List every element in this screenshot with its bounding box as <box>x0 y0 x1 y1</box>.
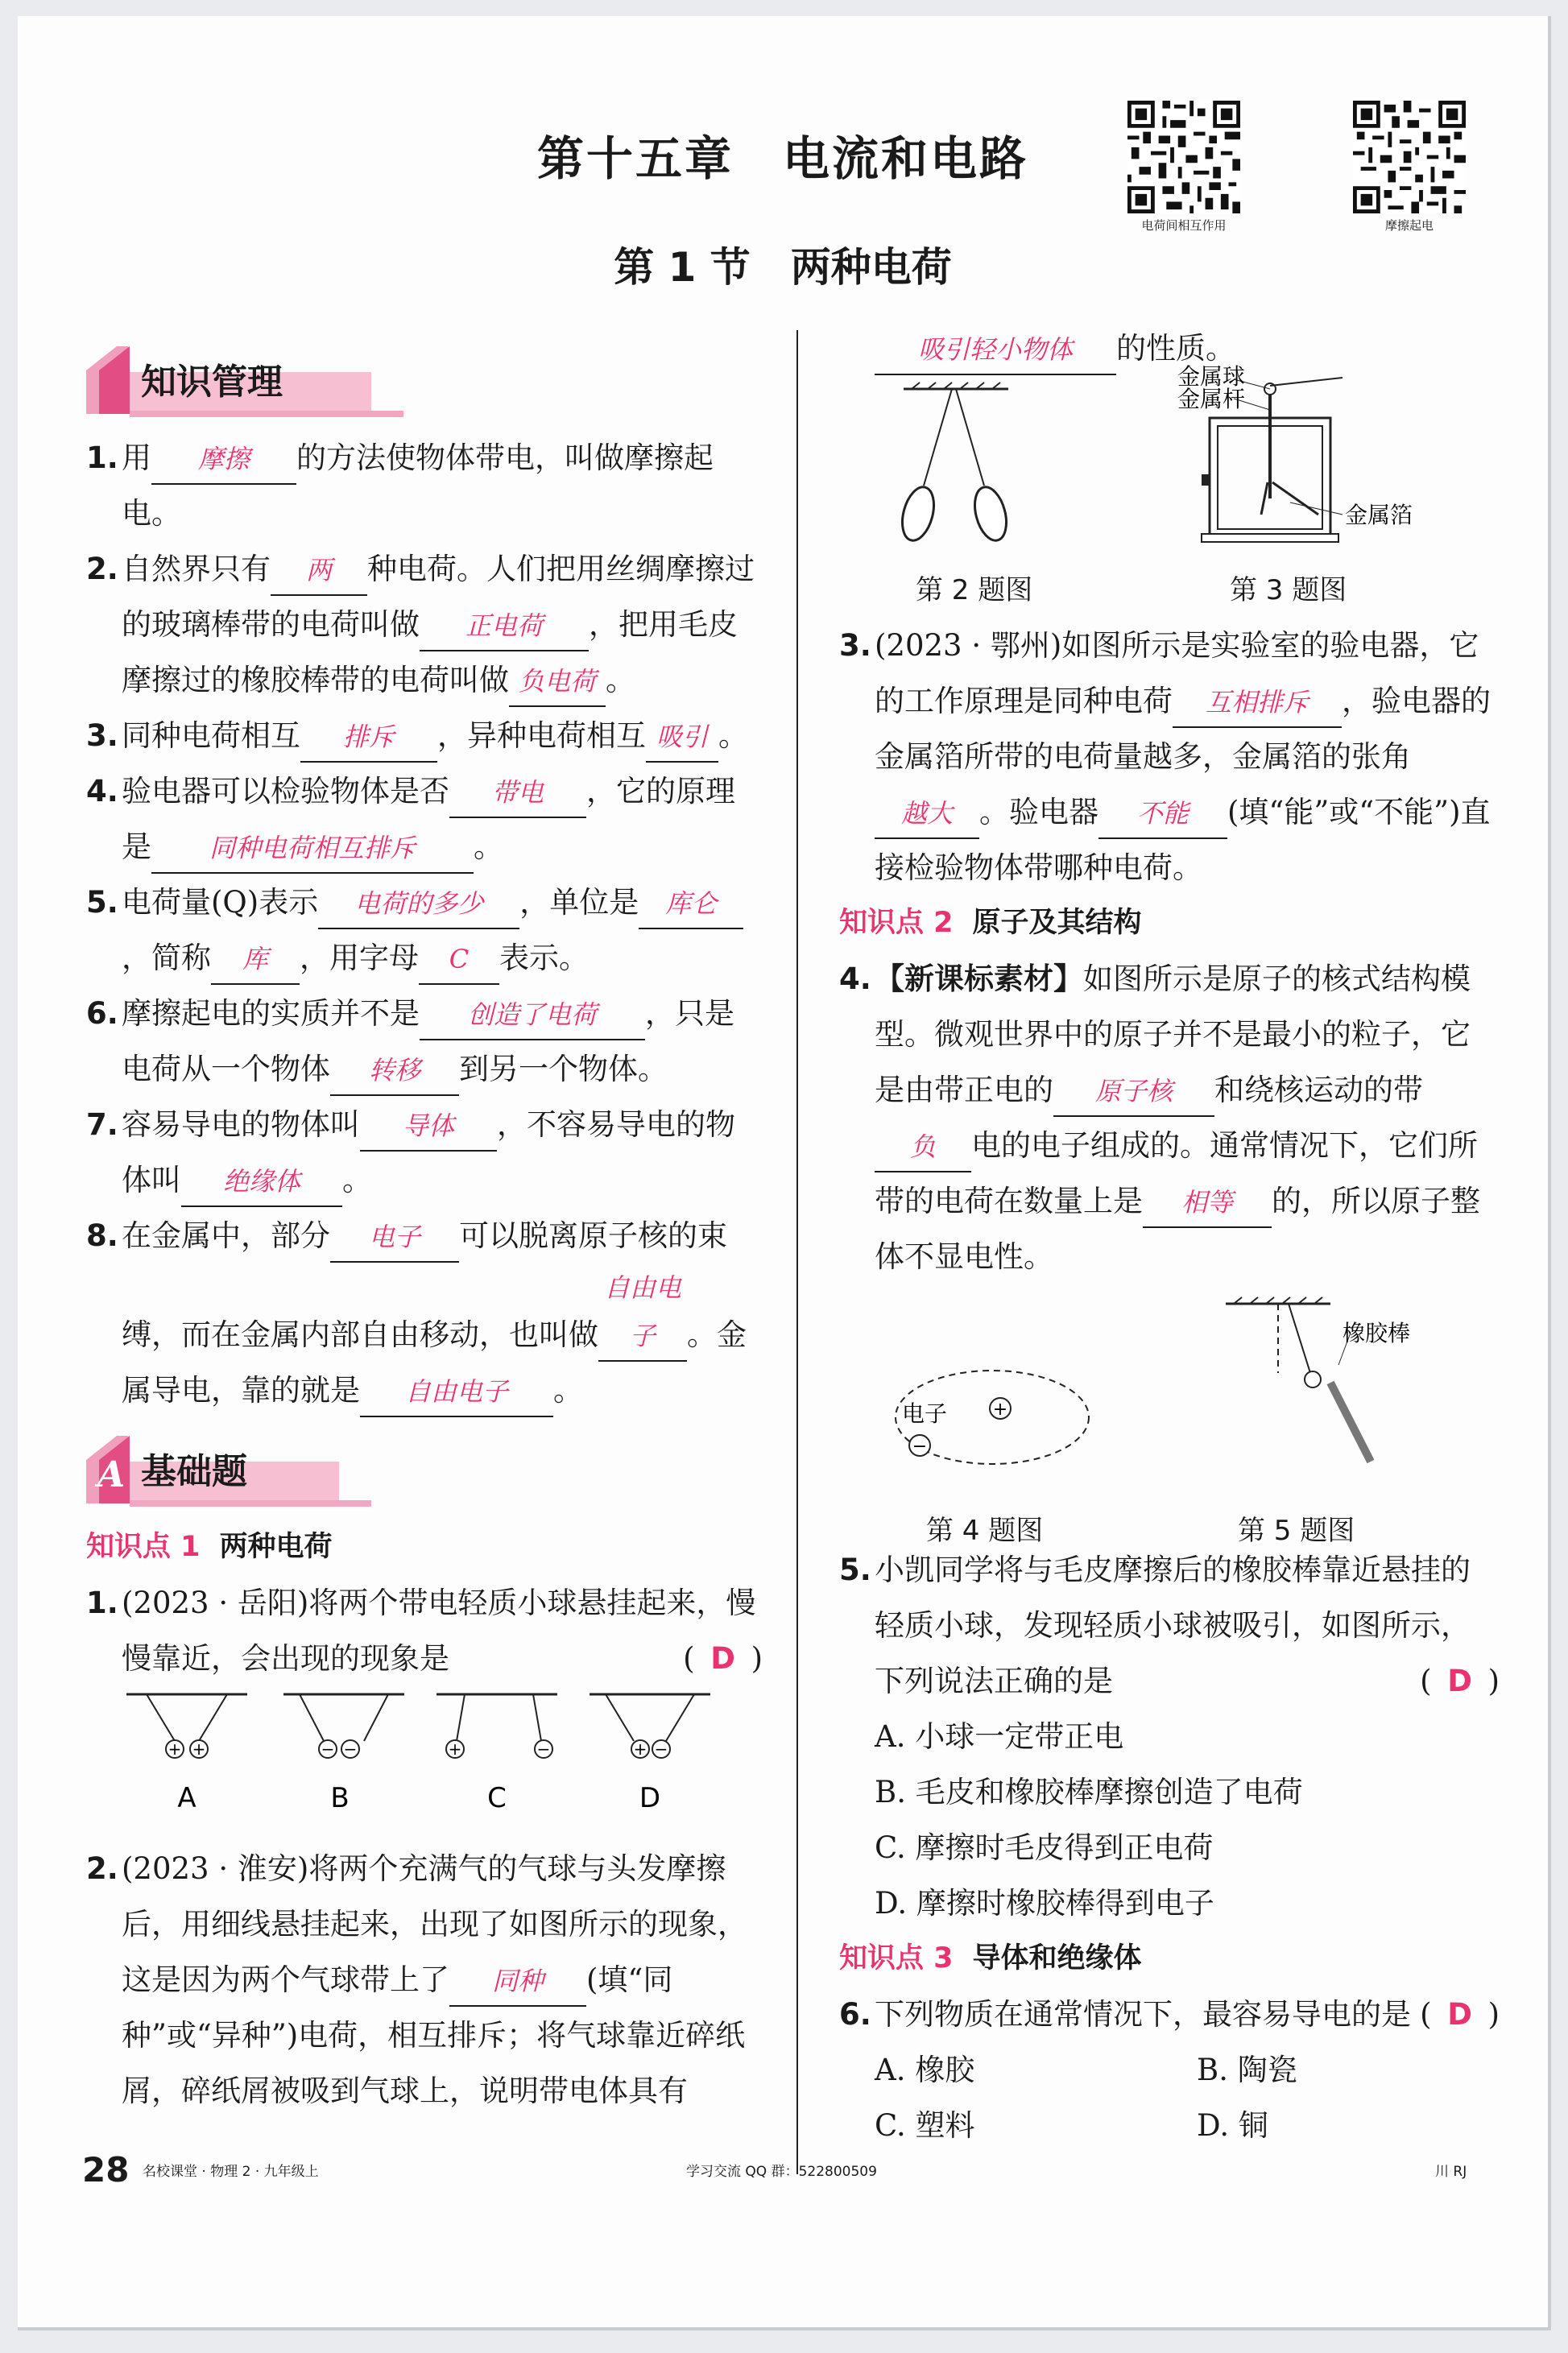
answer-blank: 相等 <box>1143 1178 1272 1228</box>
option-d-diagram <box>590 1694 710 1814</box>
qr-caption: 摩擦起电 <box>1384 218 1434 233</box>
qr-caption: 电荷间相互作用 <box>1141 218 1227 233</box>
question-1-figure <box>86 1686 763 1823</box>
answer-blank: 负电荷 <box>509 657 606 707</box>
answer-blank: 导体 <box>360 1102 497 1152</box>
figures-2-3 <box>839 363 1500 618</box>
svg-text:+: + <box>633 1739 647 1759</box>
knowledge-item: 8. 在金属中，部分 电子 可以脱离原子核的束缚，而在金属内部自由移动，也叫做自由电子 。金属导电，靠的就是 自由电子 。 <box>86 1208 763 1418</box>
figures-4-5 <box>839 1284 1500 1547</box>
basic-banner <box>70 1429 763 1520</box>
option: D. 铜 <box>1197 2108 1268 2143</box>
knowledge-item: 6. 摩擦起电的实质并不是 创造了电荷 ，只是电荷从一个物体 转移 到另一个物体。 <box>86 986 763 1097</box>
answer-choice: D <box>1447 1997 1472 2032</box>
figure-3-caption: 第 3 题图 <box>1230 574 1347 606</box>
answer-blank: 自由电子 <box>360 1367 553 1417</box>
answer-blank: 互相排斥 <box>1173 678 1342 728</box>
atom-model-figure <box>887 1365 1097 1494</box>
svg-text:金属箔: 金属箔 <box>1345 502 1413 528</box>
knowledge-banner <box>70 340 763 430</box>
option: B. 毛皮和橡胶棒摩擦创造了电荷 <box>875 1775 1303 1809</box>
figure-5-caption: 第 5 题图 <box>1238 1515 1355 1547</box>
options-row <box>839 2098 1500 2153</box>
answer-blank: 正电荷 <box>420 602 589 651</box>
footer-qq: 学习交流 QQ 群：522800509 <box>686 2164 877 2180</box>
answer-blank: 电荷的多少 <box>318 879 519 929</box>
answer-blank: 同种电荷相互排斥 <box>151 824 474 874</box>
answer-choice: D <box>710 1641 735 1676</box>
question-2-continued: 吸引轻小物体 的性质。 <box>839 320 1500 376</box>
knowledge-point-3: 知识点 3 导体和绝缘体 <box>839 1942 1142 1975</box>
knowledge-point-1: 知识点 1 两种电荷 <box>86 1531 333 1563</box>
answer-blank: 电子 <box>330 1213 459 1263</box>
answer-blank: 两 <box>271 546 367 596</box>
option-label: A <box>177 1782 197 1814</box>
question-3: 3. (2023 · 鄂州)如图所示是实验室的验电器，它的工作原理是同种电荷 互相排斥 ，验电器的金属箔所带的电荷量越多，金属箔的张角越大 。验电器 不能 (填“能”或“不能”)直接检验物体带哪种电荷。 <box>839 628 1491 885</box>
electroscope-figure <box>1177 362 1435 555</box>
basic-banner-letter: A <box>97 1454 126 1495</box>
question-2: 2. (2023 · 淮安)将两个充满气的气球与头发摩擦后，用细线悬挂起来，出现了如图所示的现象，这是因为两个气球带上了 同种 (填“同种”或“异种”)电荷，相互排斥；将气球靠近碎纸屑，碎纸屑被吸到气球上，说明带电体具有 <box>86 1851 747 2108</box>
chapter-title: 第十五章 电流和电路 <box>536 131 1028 186</box>
option: A. 小球一定带正电 <box>875 1719 1124 1754</box>
question-5: 5. 小凯同学将与毛皮摩擦后的橡胶棒靠近悬挂的轻质小球，发现轻质小球被吸引，如图所示，下列说法正确的是 ( D ) <box>839 1542 1500 1709</box>
page-number: 28 <box>82 2150 130 2190</box>
question-1: 1. (2023 · 岳阳)将两个带电轻质小球悬挂起来，慢慢靠近，会出现的现象是 ( D ) <box>86 1575 763 1686</box>
answer-blank: 转移 <box>330 1046 459 1096</box>
answer-blank: 越大 <box>875 789 979 839</box>
answer-blank: 带电 <box>449 768 586 818</box>
footer-book: 名校课堂 · 物理 2 · 九年级上 <box>143 2164 319 2180</box>
answer-blank: 摩擦 <box>151 435 296 485</box>
svg-text:金属杆: 金属杆 <box>1177 386 1246 412</box>
option: B. 陶瓷 <box>1197 2053 1297 2087</box>
knowledge-item: 2. 自然界只有 两 种电荷。人们把用丝绸摩擦过的玻璃棒带的电荷叫做 正电荷 ，把用毛皮摩擦过的橡胶棒带的电荷叫做 负电荷 。 <box>86 541 763 708</box>
svg-text:电子: 电子 <box>902 1400 948 1427</box>
qr-code-1[interactable] <box>1127 101 1264 234</box>
knowledge-item: 4. 验电器可以检验物体是否 带电 ，它的原理是 同种电荷相互排斥 。 <box>86 763 763 875</box>
page <box>18 16 1551 2330</box>
svg-text:−: − <box>343 1739 358 1759</box>
option: C. 摩擦时毛皮得到正电荷 <box>875 1830 1214 1865</box>
knowledge-item: 3. 同种电荷相互 排斥 ，异种电荷相互 吸引 。 <box>86 708 763 763</box>
answer-blank: 库仑 <box>639 879 743 929</box>
qr-code-2[interactable] <box>1353 101 1490 234</box>
answer-blank: 原子核 <box>1053 1067 1214 1117</box>
svg-text:+: + <box>168 1739 182 1759</box>
option: A. 橡胶 <box>875 2053 975 2087</box>
option-label: D <box>639 1782 661 1814</box>
balloons-figure <box>887 381 1049 558</box>
answer-blank: 负 <box>875 1123 971 1172</box>
qr-code-icon <box>1353 101 1466 213</box>
svg-text:−: − <box>654 1739 668 1759</box>
knowledge-item: 7. 容易导电的物体叫 导体 ，不容易导电的物体叫 绝缘体 。 <box>86 1097 763 1208</box>
answer-blank: C <box>419 935 499 985</box>
option-label: C <box>487 1782 507 1814</box>
svg-text:+: + <box>448 1739 462 1759</box>
option-label: B <box>330 1782 350 1814</box>
svg-text:−: − <box>536 1739 551 1759</box>
option: D. 摩擦时橡胶棒得到电子 <box>875 1886 1214 1921</box>
left-column <box>86 340 763 2119</box>
svg-text:−: − <box>321 1739 335 1759</box>
column-divider <box>796 330 798 2174</box>
option: C. 塑料 <box>875 2108 975 2143</box>
section-title: 第 1 节 两种电荷 <box>614 244 952 291</box>
answer-blank: 吸引 <box>646 713 718 763</box>
answer-choice: D <box>1447 1664 1472 1698</box>
footer-edition: 川 RJ <box>1435 2164 1467 2180</box>
option-b-diagram <box>283 1694 404 1814</box>
option-c-diagram <box>436 1694 557 1814</box>
svg-text:金属球: 金属球 <box>1177 363 1246 390</box>
answer-blank: 创造了电荷 <box>420 990 645 1040</box>
knowledge-banner-text: 知识管理 <box>141 362 283 403</box>
rubber-rod-figure <box>1218 1292 1427 1494</box>
right-column <box>839 320 1500 2153</box>
answer-blank: 吸引轻小物体 <box>875 325 1116 375</box>
answer-blank: 排斥 <box>300 713 437 763</box>
answer-blank: 不能 <box>1098 789 1227 839</box>
figure-2-caption: 第 2 题图 <box>916 574 1033 606</box>
svg-text:+: + <box>992 1400 1008 1420</box>
svg-text:橡胶棒: 橡胶棒 <box>1343 1320 1411 1346</box>
answer-blank: 自由电子 <box>598 1263 687 1362</box>
option-a-diagram <box>126 1694 247 1814</box>
qr-code-icon <box>1127 101 1240 213</box>
answer-blank: 绝缘体 <box>181 1157 342 1207</box>
figure-4-caption: 第 4 题图 <box>926 1515 1044 1547</box>
options-row <box>839 2042 1500 2098</box>
question-6: 6. 下列物质在通常情况下，最容易导电的是 ( D ) <box>839 1987 1500 2042</box>
answer-blank: 库 <box>211 935 300 985</box>
knowledge-item: 5. 电荷量(Q)表示 电荷的多少 ，单位是 库仑，简称 库 ，用字母 C 表示。 <box>86 875 763 986</box>
svg-text:+: + <box>192 1739 206 1759</box>
knowledge-item: 1. 用 摩擦 的方法使物体带电，叫做摩擦起电。 <box>86 430 763 541</box>
question-4: 4. 【新课标素材】如图所示是原子的核式结构模型。微观世界中的原子并不是最小的粒子，它是由带正电的 原子核 和绕核运动的带负 电的电子组成的。通常情况下，它们所带的电荷在数量上是 相等 的，所以原子整体不显电性。 <box>839 961 1480 1274</box>
knowledge-point-2: 知识点 2 原子及其结构 <box>839 907 1142 939</box>
svg-text:−: − <box>912 1437 928 1457</box>
basic-banner-text: 基础题 <box>141 1451 247 1492</box>
answer-blank: 同种 <box>449 1957 586 2007</box>
